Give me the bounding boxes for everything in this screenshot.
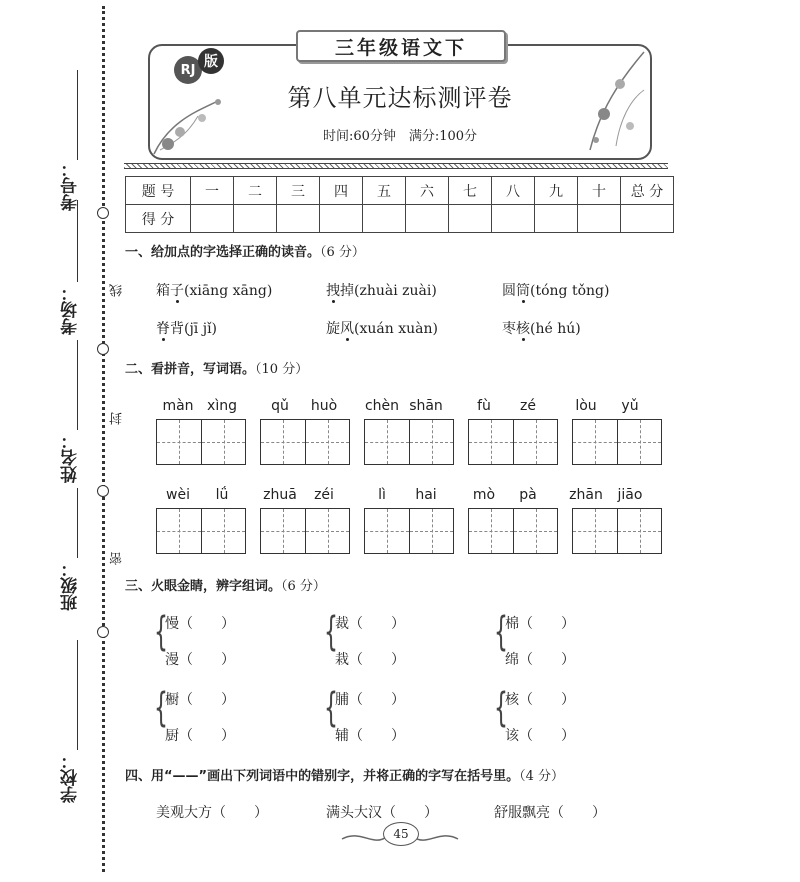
pinyin-syllable: lòu — [575, 398, 597, 414]
q1-item — [502, 318, 581, 338]
pinyin-syllable: màn — [162, 398, 194, 414]
paper-title: 第八单元达标测评卷 — [287, 84, 513, 112]
score-table-header: 一 — [191, 177, 234, 205]
score-table-header: 六 — [406, 177, 449, 205]
student-name-field[interactable] — [77, 340, 78, 430]
q1-item — [502, 280, 609, 300]
score-cell[interactable] — [234, 205, 277, 233]
exam-number-label: 考号： — [61, 160, 81, 211]
q1-dotted-char: 风 — [340, 321, 354, 337]
score-table-header: 题 号 — [126, 177, 191, 205]
score-cell[interactable] — [406, 205, 449, 233]
score-table-header: 七 — [449, 177, 492, 205]
edition-badge: RJ — [174, 56, 202, 84]
question-3-points: （6 分） — [281, 579, 326, 594]
question-1-heading — [125, 241, 365, 260]
q4-item[interactable]: 满头大汉（ ） — [326, 805, 438, 821]
exam-time-and-score: 时间:60分钟 满分:100分 — [322, 129, 478, 144]
writing-grid[interactable] — [260, 508, 350, 554]
seal-mark-secret: 密 — [110, 552, 125, 565]
class-field[interactable] — [77, 488, 78, 558]
score-table-header: 二 — [234, 177, 277, 205]
score-table-header: 八 — [492, 177, 535, 205]
pinyin-syllable: xìng — [207, 398, 237, 414]
q1-dotted-char: 筒 — [516, 283, 530, 299]
writing-grid[interactable] — [572, 508, 662, 554]
q1-dotted-char: 子 — [170, 283, 184, 299]
student-name-label: 姓名： — [61, 432, 81, 483]
q1-item — [156, 280, 272, 300]
pinyin-syllable: shān — [409, 398, 443, 414]
q1-item-text: 圆 — [502, 283, 516, 299]
q1-item-text: 旋 — [326, 321, 340, 337]
total-score-cell[interactable] — [621, 205, 674, 233]
q2-pinyin-row — [156, 487, 652, 503]
score-table-header: 十 — [578, 177, 621, 205]
question-1-text: 一、给加点的字选择正确的读音。 — [125, 245, 321, 260]
exam-room-label: 考场： — [61, 284, 81, 335]
q1-pinyin-options[interactable]: (tóng tǒng) — [530, 283, 610, 299]
pinyin-syllable: lì — [378, 487, 386, 503]
q3-item[interactable]: 棉（ ） — [505, 616, 575, 632]
pinyin-syllable: yǔ — [621, 398, 639, 414]
writing-grid[interactable] — [468, 508, 558, 554]
writing-grid[interactable] — [364, 508, 454, 554]
q1-pinyin-options[interactable]: (zhuài zuài) — [354, 283, 437, 299]
q1-item — [326, 280, 437, 300]
question-4-points: （4 分） — [519, 769, 564, 784]
school-label: 学校： — [61, 752, 81, 803]
brace-icon: { — [494, 609, 508, 655]
pinyin-syllable: mò — [472, 487, 496, 503]
binding-hole — [97, 626, 109, 638]
score-cell[interactable] — [535, 205, 578, 233]
pinyin-syllable: fù — [477, 398, 491, 414]
q1-pinyin-options[interactable]: (jī jǐ) — [184, 321, 218, 337]
page-number: 45 — [383, 822, 419, 846]
pinyin-syllable: pà — [519, 487, 537, 503]
score-table — [125, 176, 674, 233]
pinyin-syllable: qǔ — [271, 398, 289, 414]
q1-pinyin-options[interactable]: (hé hú) — [530, 321, 581, 337]
score-cell[interactable] — [277, 205, 320, 233]
pinyin-syllable: zhuā — [263, 487, 297, 503]
score-cell[interactable] — [492, 205, 535, 233]
q1-item-text: 掉 — [340, 283, 354, 299]
pinyin-syllable: wèi — [166, 487, 190, 503]
class-label: 班级： — [61, 560, 81, 611]
question-3-heading — [125, 575, 326, 594]
score-table-header: 四 — [320, 177, 363, 205]
pinyin-syllable: chèn — [364, 398, 400, 414]
binding-dotted-line — [102, 6, 105, 872]
question-2-points: （10 分） — [255, 362, 309, 377]
q1-item-text: 背 — [170, 321, 184, 337]
exam-number-field[interactable] — [77, 70, 78, 160]
header-divider — [124, 163, 668, 169]
question-2-text: 二、看拼音，写词语。 — [125, 362, 256, 377]
q1-item — [156, 318, 217, 338]
question-3-text: 三、火眼金睛，辨字组词。 — [125, 579, 282, 594]
q1-dotted-char: 拽 — [326, 283, 340, 299]
q3-item[interactable]: 厨（ ） — [165, 728, 235, 744]
q1-pinyin-options[interactable]: (xiāng xāng) — [184, 283, 273, 299]
score-cell[interactable] — [191, 205, 234, 233]
score-cell[interactable] — [578, 205, 621, 233]
q3-item[interactable]: 橱（ ） — [165, 692, 235, 708]
question-4-heading — [125, 765, 564, 784]
seal-mark-seal: 封 — [110, 412, 125, 425]
school-field[interactable] — [77, 640, 78, 750]
brace-icon: { — [154, 685, 168, 731]
score-table-header: 五 — [363, 177, 406, 205]
q3-item[interactable]: 漫（ ） — [165, 652, 235, 668]
q1-item — [326, 318, 438, 338]
score-table-header-row — [126, 177, 674, 205]
q1-item-text: 箱 — [156, 283, 170, 299]
binding-hole — [97, 207, 109, 219]
brace-icon: { — [324, 685, 338, 731]
grade-banner: 三年级语文下 — [296, 30, 506, 62]
score-table-header: 九 — [535, 177, 578, 205]
q1-dotted-char: 脊 — [156, 321, 170, 337]
writing-grid[interactable] — [260, 419, 350, 465]
writing-grid[interactable] — [572, 419, 662, 465]
pinyin-syllable: hai — [415, 487, 437, 503]
score-cell[interactable] — [320, 205, 363, 233]
q3-item[interactable]: 裁（ ） — [335, 616, 405, 632]
q3-item[interactable]: 辅（ ） — [335, 728, 405, 744]
score-table-header: 三 — [277, 177, 320, 205]
pinyin-syllable: lǘ — [215, 487, 229, 503]
q1-item-text: 枣 — [502, 321, 516, 337]
q2-pinyin-row — [156, 398, 652, 414]
score-row-label: 得 分 — [126, 205, 191, 233]
binding-hole — [97, 485, 109, 497]
brace-icon: { — [494, 685, 508, 731]
writing-grid[interactable] — [364, 419, 454, 465]
exam-room-field[interactable] — [77, 200, 78, 282]
q4-item[interactable]: 美观大方（ ） — [156, 805, 268, 821]
pinyin-syllable: zéi — [314, 487, 334, 503]
q4-item[interactable]: 舒服飘亮（ ） — [494, 805, 606, 821]
q3-item[interactable]: 核（ ） — [505, 692, 575, 708]
pinyin-syllable: jiāo — [617, 487, 643, 503]
score-cell[interactable] — [363, 205, 406, 233]
q3-item[interactable]: 慢（ ） — [165, 616, 235, 632]
question-4-text: 四、用“——”画出下列词语中的错别字，并将正确的字写在括号里。 — [125, 769, 520, 784]
writing-grid[interactable] — [468, 419, 558, 465]
q3-item[interactable]: 脯（ ） — [335, 692, 405, 708]
pinyin-syllable: huò — [310, 398, 338, 414]
brace-icon: { — [324, 609, 338, 655]
edition-badge-suffix: 版 — [198, 48, 224, 74]
q3-item[interactable]: 该（ ） — [505, 728, 575, 744]
q2-writing-row — [156, 508, 662, 554]
score-table-score-row — [126, 205, 674, 233]
question-2-heading — [125, 358, 308, 377]
writing-grid[interactable] — [156, 508, 246, 554]
score-table-header: 总 分 — [621, 177, 674, 205]
q2-writing-row — [156, 419, 662, 465]
pinyin-syllable: zhān — [569, 487, 603, 503]
question-1-points: （6 分） — [320, 245, 365, 260]
writing-grid[interactable] — [156, 419, 246, 465]
q1-pinyin-options[interactable]: (xuán xuàn) — [354, 321, 438, 337]
pinyin-syllable: zé — [520, 398, 536, 414]
q3-item[interactable]: 栽（ ） — [335, 652, 405, 668]
brace-icon: { — [154, 609, 168, 655]
seal-mark-line: 线 — [110, 284, 125, 297]
score-cell[interactable] — [449, 205, 492, 233]
q1-dotted-char: 核 — [516, 321, 530, 337]
binding-hole — [97, 343, 109, 355]
q3-item[interactable]: 绵（ ） — [505, 652, 575, 668]
